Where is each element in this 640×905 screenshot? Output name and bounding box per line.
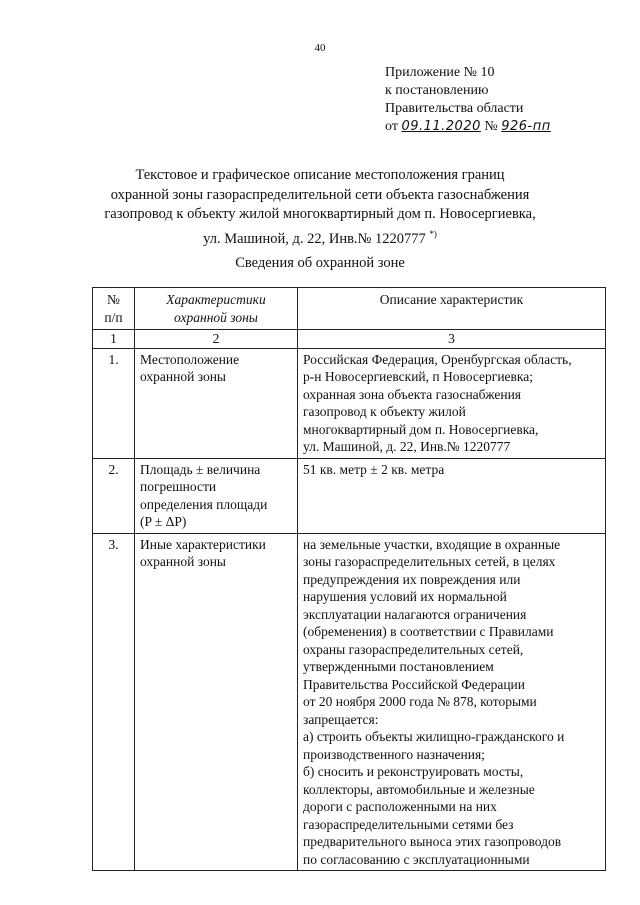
description-line: (обременения) в соответствии с Правилами [303, 624, 554, 639]
header-characteristics [135, 288, 298, 330]
characteristic-line: Местоположение [140, 351, 240, 367]
title-line-4 [80, 225, 560, 249]
description-line: предупреждения их повреждения или [303, 571, 521, 587]
appendix-block [385, 64, 551, 136]
description-line: ул. Машиной, д. 22, Инв.№ 1220777 [303, 439, 511, 454]
table-row [93, 348, 606, 458]
appendix-line-3: Правительства области [385, 101, 524, 116]
section-subtitle: Сведения об охранной зоне [235, 255, 405, 271]
appendix-number-sign: № [484, 119, 498, 134]
description-line: утвержденными постановлением [303, 659, 494, 674]
characteristic-line: Площадь ± величина [140, 461, 261, 477]
header-number-line-1: № [107, 292, 120, 307]
characteristic-line: определения площади [140, 496, 268, 512]
header-number [93, 288, 135, 330]
characteristic-line: охранной зоны [140, 554, 227, 569]
description-line: газопровод к объекту жилой [303, 404, 466, 419]
description-line: эксплуатации налагаются ограничения [303, 606, 527, 622]
title-line-3: газопровод к объекту жилой многоквартирный дом п. Новосергиевка, [104, 206, 536, 222]
characteristic-line: погрешности [140, 479, 217, 494]
row-description [298, 348, 606, 458]
characteristic-line: охранной зоны [140, 369, 227, 384]
description-line: Правительства Российской Федерации [303, 676, 525, 692]
description-line: охраны газораспределительных сетей, [303, 641, 524, 657]
description-line: Российская Федерация, Оренбургская область, [303, 351, 572, 367]
description-line: зоны газораспределительных сетей, в целях [303, 554, 556, 569]
appendix-date: 09.11.2020 [401, 119, 481, 134]
characteristic-line: (P ± ΔP) [140, 514, 187, 529]
appendix-date-prefix: от [385, 119, 398, 134]
appendix-number: 926-пп [501, 119, 551, 134]
description-line: р-н Новосергиевский, п Новосергиевка; [303, 369, 534, 384]
description-line: нарушения условий их нормальной [303, 589, 507, 604]
description-line: коллекторы, автомобильные и железные [303, 781, 535, 797]
description-line: 51 кв. метр ± 2 кв. метра [303, 461, 445, 477]
description-line: предварительного выноса этих газопроводов [303, 834, 562, 849]
column-number-row [93, 330, 606, 349]
description-line: запрещается: [303, 711, 379, 727]
table-row [93, 458, 606, 533]
column-number: 2 [135, 330, 298, 349]
row-description [298, 458, 606, 533]
row-characteristic [135, 533, 298, 871]
table-header-row [93, 288, 606, 330]
description-line: охранная зона объекта газоснабжения [303, 386, 522, 402]
row-number: 3. [93, 533, 135, 871]
description-line: а) строить объекты жилищно-гражданского и [303, 729, 565, 744]
header-description: Описание характеристик [298, 288, 606, 330]
description-line: производственного назначения; [303, 746, 485, 762]
page-number: 40 [314, 42, 326, 54]
header-number-line-2: п/п [104, 309, 123, 325]
row-characteristic [135, 458, 298, 533]
column-number: 3 [298, 330, 606, 349]
appendix-line-1: Приложение № 10 [385, 65, 495, 80]
description-line: б) сносить и реконструировать мосты, [303, 764, 524, 779]
description-line: от 20 ноября 2000 года № 878, которыми [303, 694, 537, 709]
row-number: 1. [93, 348, 135, 458]
appendix-line-2: к постановлению [385, 83, 489, 98]
header-characteristics-line-1: Характеристики [166, 292, 266, 307]
title-line-1: Текстовое и графическое описание местоположения границ [135, 167, 505, 183]
table-row [93, 533, 606, 871]
protection-zone-table [92, 287, 606, 871]
header-characteristics-line-2: охранной зоны [174, 309, 258, 325]
description-line: дороги с расположенными на них [303, 799, 497, 814]
description-line: газораспределительными сетями без [303, 816, 514, 832]
document-title [80, 166, 560, 249]
row-number: 2. [93, 458, 135, 533]
description-line: на земельные участки, входящие в охранные [303, 536, 561, 552]
description-line: многоквартирный дом п. Новосергиевка, [303, 421, 539, 437]
appendix-date-line [385, 118, 551, 136]
characteristic-line: Иные характеристики [140, 536, 266, 552]
column-number: 1 [93, 330, 135, 349]
title-line-2: охранной зоны газораспределительной сети объекта газоснабжения [110, 186, 530, 203]
row-description [298, 533, 606, 871]
footnote-mark: *) [429, 228, 437, 239]
title-line-4-text: ул. Машиной, д. 22, Инв.№ 1220777 [203, 230, 426, 247]
description-line: по согласованию с эксплуатационными [303, 851, 530, 867]
row-characteristic [135, 348, 298, 458]
